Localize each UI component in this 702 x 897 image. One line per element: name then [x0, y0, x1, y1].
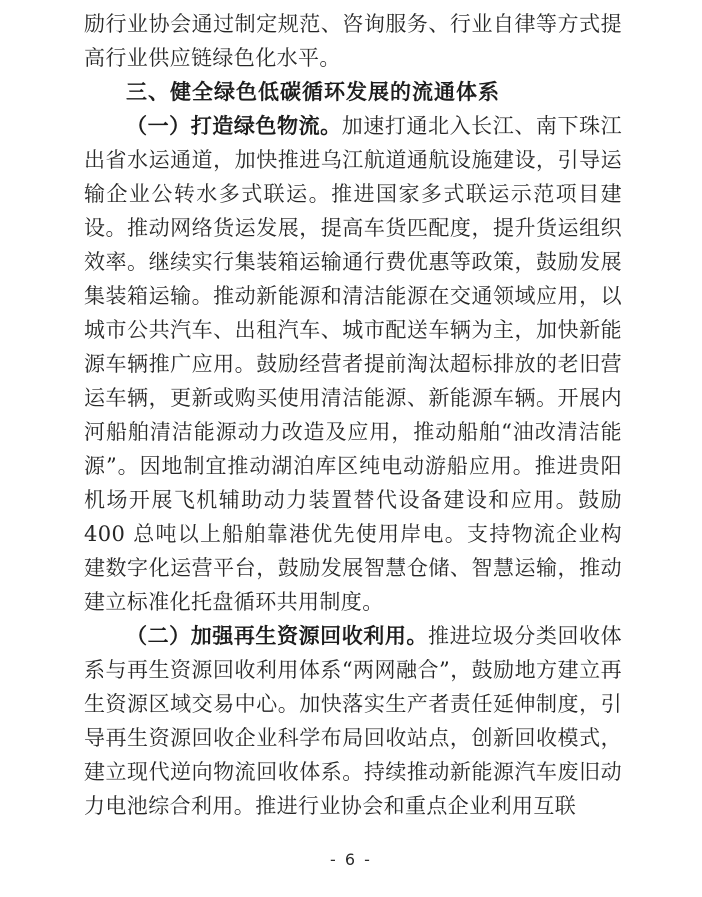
section-heading: 三、健全绿色低碳循环发展的流通体系 [126, 80, 500, 104]
intro-paragraph: 励行业协会通过制定规范、咨询服务、行业自律等方式提高行业供应链绿色化水平。 [84, 12, 622, 70]
paragraph-body-recycling: 推进垃圾分类回收体系与再生资源回收利用体系“两网融合”，鼓励地方建立再生资源区域交易中心。加快落实生产者责任延伸制度，引导再生资源回收企业科学布局回收站点，创新回收模式，建立现代逆向物流回收体系。持续推动新能源汽车废旧动力电池综合利用。推进行业协会和重点企业利用互联 [84, 624, 622, 818]
paragraph-body-green-logistics: 加速打通北入长江、南下珠江出省水运通道，加快推进乌江航道通航设施建设，引导运输企业公转水多式联运。推进国家多式联运示范项目建设。推动网络货运发展，提高车货匹配度，提升货运组织效率。继续实行集装箱运输通行费优惠等政策，鼓励发展集装箱运输。推动新能源和清洁能源在交通领域应用，以城市公共汽车、出租汽车、城市配送车辆为主，加快新能源车辆推广应用。鼓励经营者提前淘汰超标排放的老旧营运车辆，更新或购买使用清洁能源、新能源车辆。开展内河船舶清洁能源动力改造及应用，推动船舶“油改清洁能源”。因地制宜推动湖泊库区纯电动游船应用。推进贵阳机场开展飞机辅助动力装置替代设备建设和应用。鼓励 400 总吨以上船舶靠港优先使用岸电。支持物流企业构建数字化运营平台，鼓励发展智慧仓储、智慧运输，推动建立标准化托盘循环共用制度。 [84, 114, 623, 614]
page-number: - 6 - [330, 850, 372, 869]
paragraph-lead-recycling: （二）加强再生资源回收利用。 [126, 623, 429, 648]
paragraph-recycling [84, 619, 622, 823]
document-text-column [84, 7, 622, 823]
paragraph-green-logistics [84, 109, 622, 619]
paragraph-lead-green-logistics: （一）打造绿色物流。 [126, 113, 342, 138]
